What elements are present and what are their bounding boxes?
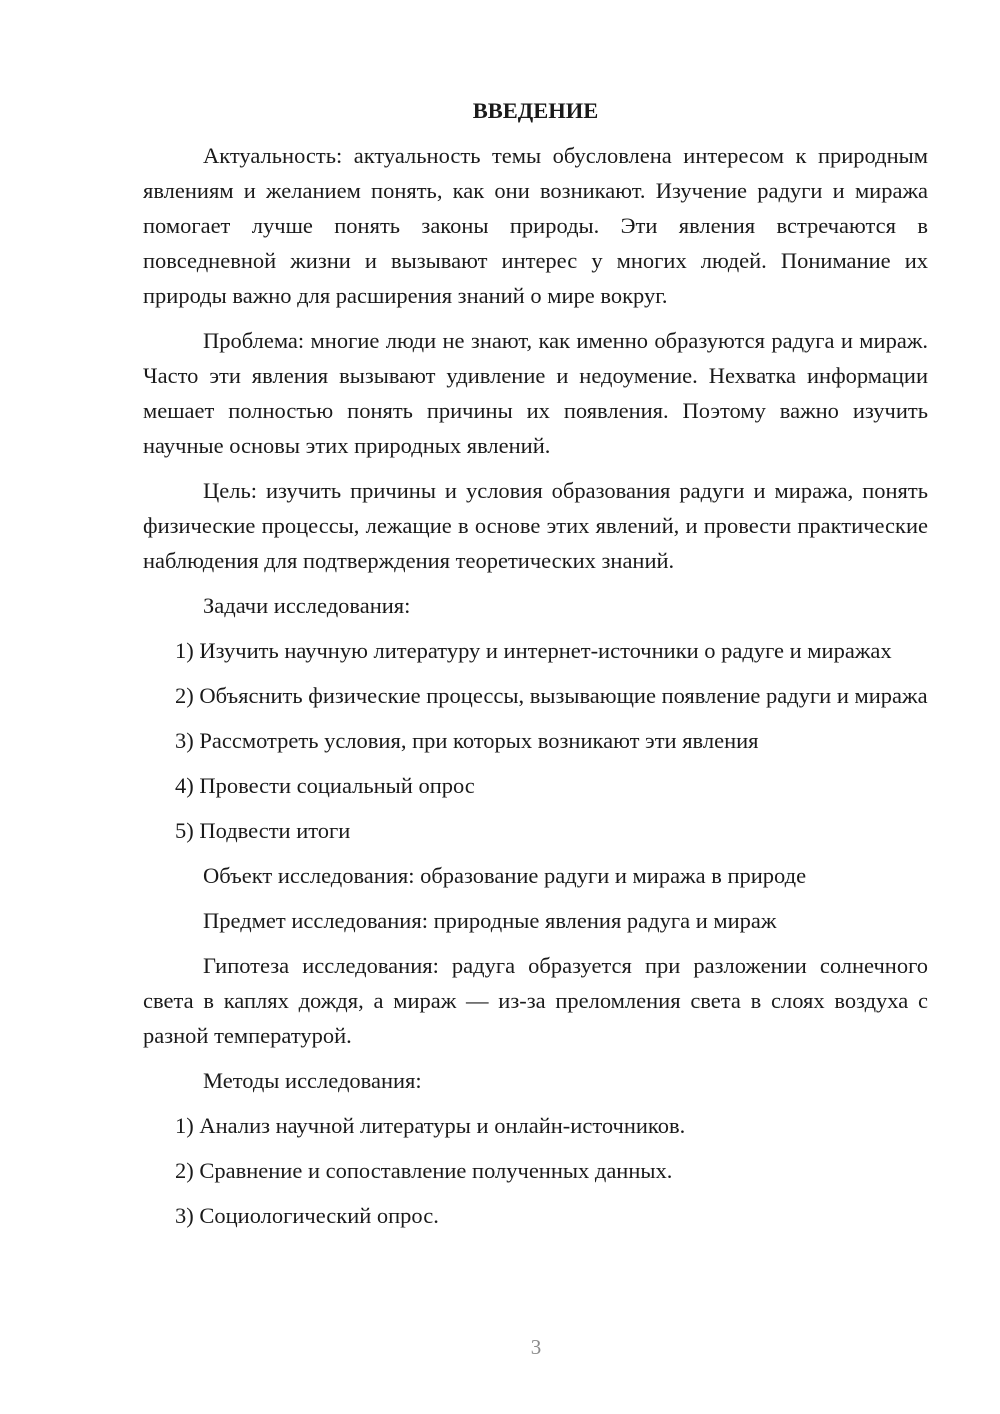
task-item-2: 2) Объяснить физические процессы, вызывающие появление радуги и миража: [175, 683, 928, 708]
method-item-3: 3) Социологический опрос.: [175, 1203, 439, 1228]
methods-heading: Методы исследования:: [203, 1068, 422, 1093]
goal-paragraph: Цель: изучить причины и условия образования радуги и миража, понять физические процессы, лежащие в основе этих явлений, и провести практические наблюдения для подтверждения теоретических знаний.: [143, 478, 928, 573]
page-number: 3: [530, 1335, 542, 1359]
task-item-1: 1) Изучить научную литературу и интернет-источники о радуге и миражах: [175, 638, 892, 663]
task-item-5: 5) Подвести итоги: [175, 818, 351, 843]
tasks-heading: Задачи исследования:: [203, 593, 411, 618]
subject-paragraph: Предмет исследования: природные явления радуга и мираж: [203, 908, 777, 933]
relevance-paragraph: Актуальность: актуальность темы обусловлена интересом к природным явлениям и желанием понять, как они возникают. Изучение радуги и миража помогает лучше понять законы природы. Эти явления встречаются в повседневной жизни и вызывают интерес у многих людей. Понимание их природы важно для расширения знаний о мире вокруг.: [143, 143, 928, 308]
problem-paragraph: Проблема: многие люди не знают, как именно образуются радуга и мираж. Часто эти явления вызывают удивление и недоумение. Нехватка информации мешает полностью понять причины их появления. Поэтому важно изучить научные основы этих природных явлений.: [143, 328, 928, 458]
object-paragraph: Объект исследования: образование радуги и миража в природе: [203, 863, 807, 888]
task-item-4: 4) Провести социальный опрос: [175, 773, 475, 798]
method-item-1: 1) Анализ научной литературы и онлайн-источников.: [175, 1113, 686, 1138]
page-content: [143, 94, 928, 1243]
method-item-2: 2) Сравнение и сопоставление полученных данных.: [175, 1158, 673, 1183]
hypothesis-paragraph: Гипотеза исследования: радуга образуется при разложении солнечного света в каплях дождя, а мираж — из-за преломления света в слоях воздуха с разной температурой.: [143, 953, 928, 1048]
task-item-3: 3) Рассмотреть условия, при которых возникают эти явления: [175, 728, 759, 753]
section-title: ВВЕДЕНИЕ: [472, 98, 599, 123]
